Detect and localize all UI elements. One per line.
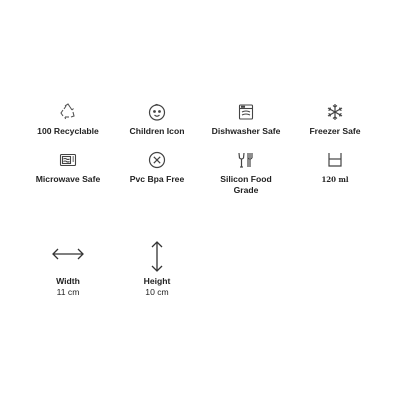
- feature-pvc-bpa-free: [107, 150, 207, 185]
- horizontal-arrow-icon: [50, 240, 86, 268]
- fork-glass-icon: [236, 150, 256, 170]
- snowflake-icon: [325, 102, 345, 122]
- feature-label: Freezer Safe: [309, 126, 361, 136]
- feature-volume: [285, 150, 385, 185]
- recycle-icon: [58, 102, 78, 122]
- feature-freezer: [285, 102, 385, 137]
- feature-label: 120 ml: [321, 175, 349, 184]
- vertical-arrow-icon: [139, 240, 175, 274]
- cross-circle-icon: [147, 150, 167, 170]
- feature-label: Pvc Bpa Free: [129, 174, 185, 184]
- feature-silicon-food-grade: [196, 150, 296, 196]
- feature-children: [107, 102, 207, 137]
- dimension-height: [127, 240, 187, 298]
- feature-label: Silicon Food Grade: [220, 174, 272, 195]
- microwave-icon: [58, 150, 78, 170]
- dishwasher-icon: [236, 102, 256, 122]
- dimension-label: Height: [143, 276, 171, 286]
- child-face-icon: [147, 102, 167, 122]
- dimension-value: 10 cm: [145, 287, 169, 297]
- feature-dishwasher: [196, 102, 296, 137]
- dimension-width: [38, 240, 98, 298]
- feature-label: Microwave Safe: [35, 174, 101, 184]
- feature-microwave: [18, 150, 118, 185]
- feature-label: Children Icon: [129, 126, 185, 136]
- dimension-value: 11 cm: [56, 287, 80, 297]
- feature-label: Dishwasher Safe: [211, 126, 281, 136]
- dimension-label: Width: [56, 276, 80, 286]
- feature-recyclable: [18, 102, 118, 137]
- volume-icon: [325, 150, 345, 170]
- feature-label: 100 Recyclable: [37, 126, 99, 136]
